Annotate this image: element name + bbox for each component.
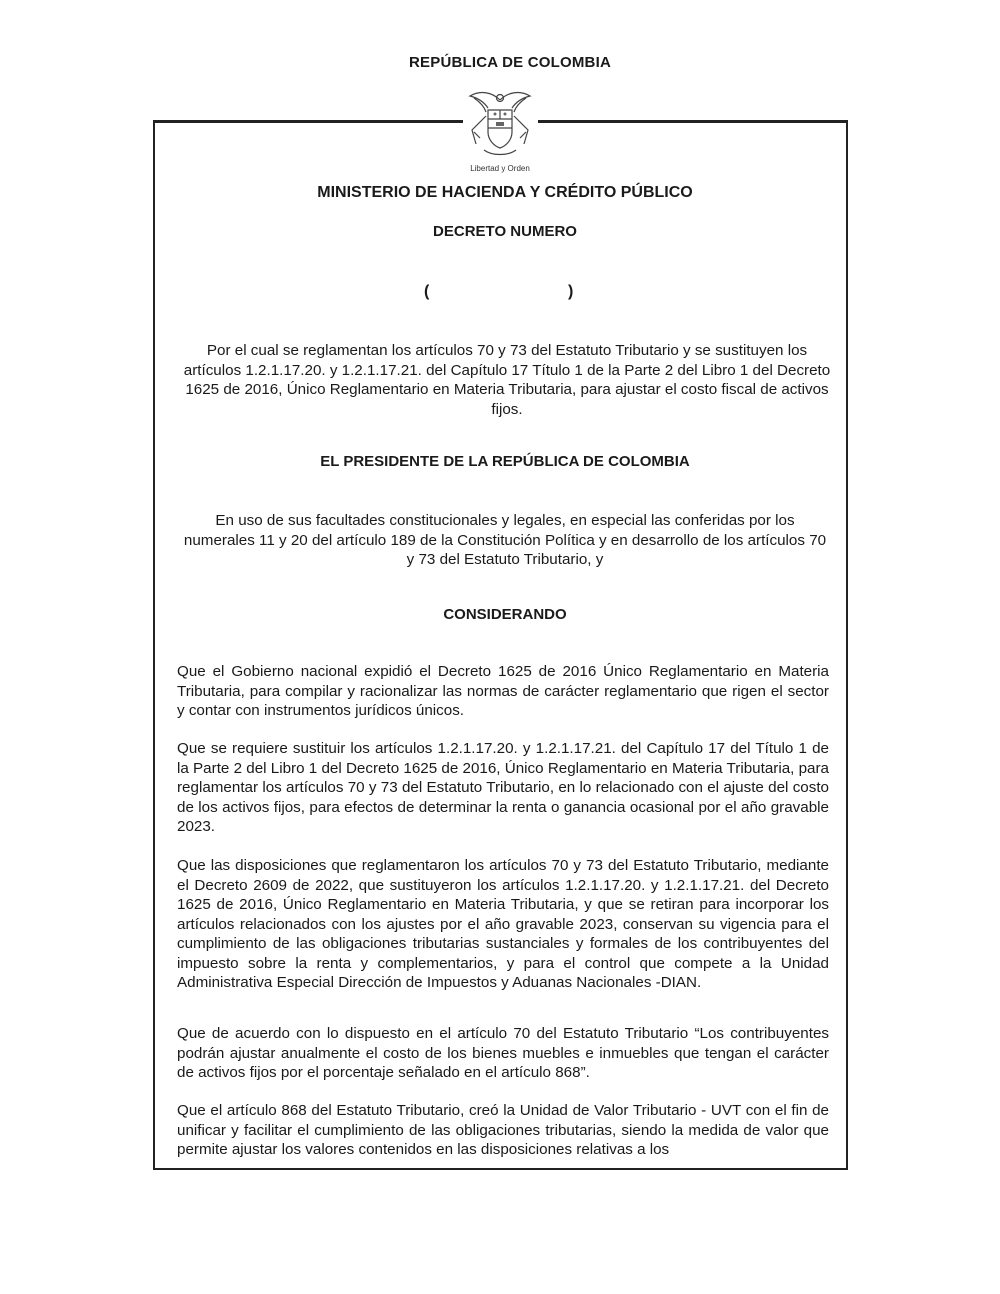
considering-heading: CONSIDERANDO <box>443 606 567 623</box>
document-frame <box>153 121 848 1170</box>
considering-paragraph: Que se requiere sustituir los artículos 1.2.1.17.20. y 1.2.1.17.21. del Capítulo 17 del Título 1 de la Parte 2 del Libro 1 del Decreto 1625 de 2016, Único Reglamentario en Materia Tributaria, para reglamentar los artículos 70 y 73 del Estatuto Tributario, en lo relacionado con el ajuste del costo de los activos fijos, para efectos de determinar la renta o ganancia ocasional por el año gravable 2023. <box>177 740 829 835</box>
coat-of-arms-icon <box>462 86 538 166</box>
faculties-text: En uso de sus facultades constitucionales y legales, en especial las conferidas por los numerales 11 y 20 del artículo 189 de la Constitución Política y en desarrollo de los artículos 70 y 73 del Estatuto Tributario, y <box>183 512 827 568</box>
considering-paragraph: Que las disposiciones que reglamentaron los artículos 70 y 73 del Estatuto Tributario, mediante el Decreto 2609 de 2022, que sustituyeron los artículos 1.2.1.17.20. y 1.2.1.17.21. del Decreto 1625 de 2016, Único Reglamentario en Materia Tributaria, y que se retiran para incorporar los artículos relacionados con los ajustes por el año gravable 2023, conservan su vigencia para el cumplimiento de las obligaciones tributarias sustanciales y formales de los contribuyentes del impuesto sobre la renta y complementarios, y para el control que compete a la Unidad Administrativa Especial Dirección de Impuestos y Aduanas Nacionales -DIAN. <box>177 857 829 991</box>
decree-number-open-paren: ( <box>424 283 430 300</box>
considering-paragraph: Que el artículo 868 del Estatuto Tributario, creó la Unidad de Valor Tributario - UVT con el fin de unificar y facilitar el cumplimiento de las obligaciones tributarias, siendo la medida de valor que permite ajustar los valores contenidos en las disposiciones relativas a los <box>177 1102 829 1158</box>
decree-number-close-paren: ) <box>568 283 574 300</box>
president-heading: EL PRESIDENTE DE LA REPÚBLICA DE COLOMBIA <box>320 453 690 470</box>
ministry-title: MINISTERIO DE HACIENDA Y CRÉDITO PÚBLICO <box>317 184 693 201</box>
decree-subject: Por el cual se reglamentan los artículos 70 y 73 del Estatuto Tributario y se sustituyen los artículos 1.2.1.17.20. y 1.2.1.17.21. del Capítulo 17 Título 1 de la Parte 2 del Libro 1 del Decreto 1625 de 2016, Único Reglamentario en Materia Tributaria, para ajustar el costo fiscal de activos fijos. <box>183 342 831 418</box>
decree-title: DECRETO NUMERO <box>433 223 577 240</box>
considering-paragraph: Que el Gobierno nacional expidió el Decreto 1625 de 2016 Único Reglamentario en Materia Tributaria, para compilar y racionalizar las normas de carácter reglamentario que rigen el sector y contar con instrumentos jurídicos únicos. <box>177 663 829 719</box>
page-country-header: REPÚBLICA DE COLOMBIA <box>409 54 611 71</box>
seal-motto: Libertad y Orden <box>470 164 530 173</box>
considering-paragraph: Que de acuerdo con lo dispuesto en el artículo 70 del Estatuto Tributario “Los contribuyentes podrán ajustar anualmente el costo de los bienes muebles e inmuebles que tengan el carácter de activos fijos por el porcentaje señalado en el artículo 868”. <box>177 1025 829 1081</box>
